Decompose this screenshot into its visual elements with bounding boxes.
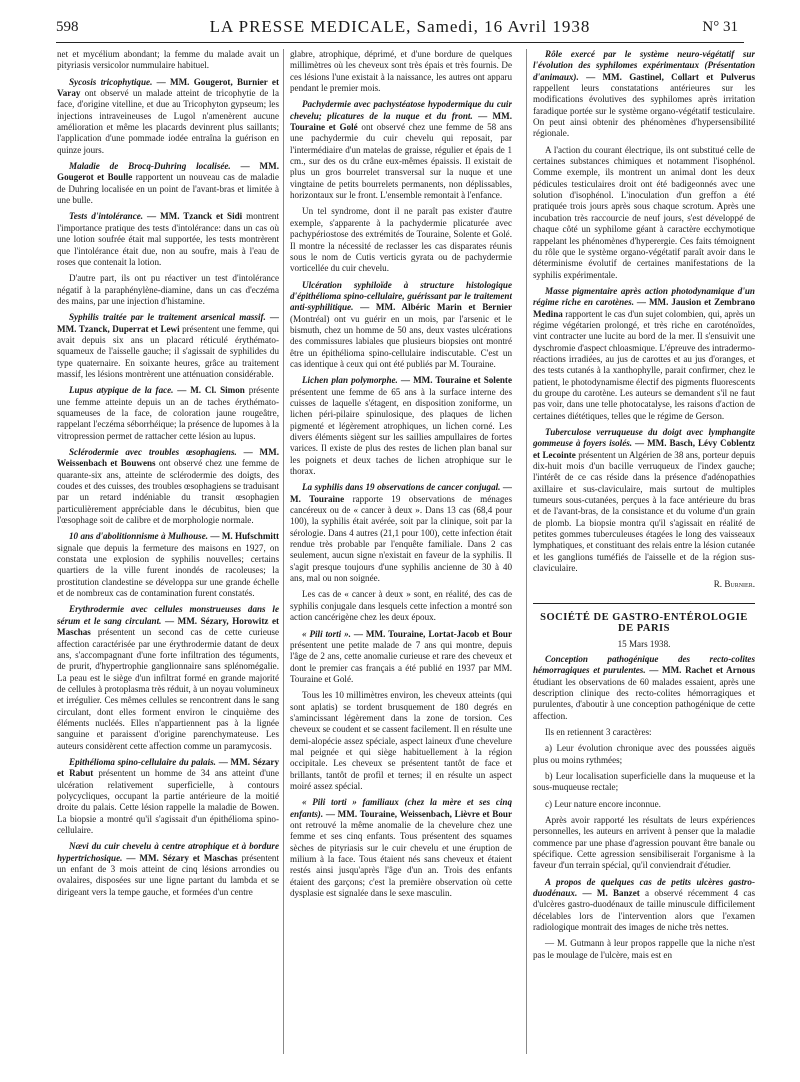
article-entry xyxy=(57,385,279,442)
article-text: rappellent leurs constatations antérieures sur les modifications évolutives des syphilomes après irritation faradique portée sur le système organo-végétatif testiculaire. On peut ainsi obtenir des phénomènes d'hypersensibilité régionale. xyxy=(533,83,755,139)
article-text: c) Leur nature encore inconnue. xyxy=(545,798,661,809)
article-entry xyxy=(57,312,279,380)
page-number: 598 xyxy=(56,19,79,35)
article-heading: Erythrodermie avec cellules monstrueuses dans le sérum et le sang circulant. xyxy=(57,604,279,626)
article-text: ont observé chez une femme de quarante-six ans, atteinte de sclérodermie des doigts, des coudes et des cuisses, des troubles œsophagiens se traduisant par un retard indéniable du transit œsophagien particulièrement appréciable dans le décubitus, bien que l'œsophage soit de calibre et de morphologie normale. xyxy=(57,458,279,526)
article-text: rapporte 19 observations de ménages cancéreux ou de « cancer à deux ». Dans 13 cas (68,4 pour 100), la syphilis était avérée, soit par la clinique, soit par la sérologie. Dans 4 autres (21,1 pour 100), cette infection était rendue très probable par l'enquête familiale. Dans 2 cas seulement, aucun signe n'existait en faveur de la syphilis. Il s'agit presque toujours d'une syphilis ancienne de 30 à 40 ans, mal ou non soignée. xyxy=(290,493,512,584)
article-text: Ils en retiennent 3 caractères: xyxy=(545,726,652,737)
article-entry xyxy=(290,49,512,94)
column-2 xyxy=(290,49,512,1059)
article-entry xyxy=(290,797,512,899)
article-heading: Maladie de Brocq-Duhring localisée. xyxy=(69,161,231,172)
article-text: étudiant les observations de 60 malades essaient, après une description clinique des recto-colites hémorragiques et purulentes, d'aboutir à une conception pathogénique de cette affection. xyxy=(533,676,755,721)
article-entry xyxy=(57,447,279,526)
page-header xyxy=(0,0,800,46)
article-entry xyxy=(290,206,512,274)
article-entry xyxy=(57,49,279,72)
article-authors: — MM. Touraine, Weissenbach, Lièvre et Bour xyxy=(325,808,512,819)
article-entry xyxy=(533,727,755,738)
article-authors: — MM. Tzanck et Sidi xyxy=(147,211,243,222)
article-authors: — MM. Gougerot, Burnier et Varay xyxy=(57,76,279,99)
article-entry xyxy=(533,654,755,722)
column-divider xyxy=(526,49,527,1054)
article-text: présentent un homme de 34 ans atteint d'une ulcération relativement superficielle, à contours polycycliques, occupant la partie antérieure de la moitié droite du palais. Cette lésion rappelle la maladie de Bowen. La biopsie a montré qu'il s'agissait d'un épithélioma spino-cellulaire. xyxy=(57,768,279,835)
article-entry xyxy=(290,482,512,584)
article-text: présentent une femme, qui avait depuis six ans un placard réticulé érythémato-squameux de l'aisselle gauche; il s'agissait de syphilides du type quaternaire. En soixante heures, grâce au traitement massif, les lésions montrèrent une atténuation considérable. xyxy=(57,323,279,379)
article-heading: 10 ans d'abolitionnisme à Mulhouse. xyxy=(69,531,209,542)
article-text: D'autre part, ils ont pu réactiver un test d'intolérance négatif à la paraphénylène-diamine, dans un cas d'eczéma des mains, par une injection d'histamine. xyxy=(57,273,279,306)
article-authors: — MM. Albéric Marin et Bernier xyxy=(360,302,512,313)
article-authors: — MM. Rachet et Arnous xyxy=(649,665,755,676)
article-authors: — M. Cl. Simon xyxy=(177,385,245,396)
section-title: SOCIÉTÉ DE GASTRO-ENTÉROLOGIE DE PARIS xyxy=(540,611,748,635)
article-text: Un tel syndrome, dont il ne paraît pas exister d'autre exemple, s'apparente à la pachydermie plicaturée avec pachypériostose des extrémités de Touraine, Solente et Golé. Il montre la nécessité de reclasser les cas disparates réunis sous le nom de Cutis verticis gyrata ou de pachydermie vorticellée du cuir chevelu. xyxy=(290,206,512,274)
article-authors: — MM. Weissenbach et Bouwens xyxy=(57,447,279,469)
article-authors: — MM. Basch, Lévy Coblentz et Lecointe xyxy=(533,438,755,460)
article-heading: Syphilis traitée par le traitement arsenical massif. xyxy=(69,312,266,323)
article-entry xyxy=(290,375,512,477)
article-text: Les cas de « cancer à deux » sont, en réalité, des cas de syphilis conjugale dans lesquels cette infection a montré son action cancérigène chez les deux époux. xyxy=(290,589,512,623)
article-heading: « Pili torti » familiaux (chez la mère et ses cinq enfants). xyxy=(290,797,512,819)
article-heading: Sycosis tricophytique. xyxy=(69,76,153,87)
article-authors: — M. Banzet xyxy=(582,888,640,899)
article-authors: — MM. Touraine, Lortat-Jacob et Bour xyxy=(353,628,512,639)
article-heading: A propos de quelques cas de petits ulcères gastro-duodénaux. xyxy=(533,876,755,899)
article-text: b) Leur localisation superficielle dans la muqueuse et la sous-muqueuse rectale; xyxy=(533,770,755,793)
article-entry xyxy=(57,531,279,599)
article-authors: — MM. Sézary, Horowitz et Maschas xyxy=(57,615,279,638)
article-text: montrent l'importance pratique des tests d'intolérance: dans un cas où une lotion soufrée était mal supportée, les tests montrèrent que l'intolérance était due, non au soufre, mais à l'eau de roses que contenait la lotion. xyxy=(57,211,279,267)
article-entry xyxy=(533,877,755,934)
column-3 xyxy=(533,49,755,1059)
article-heading: Tuberculose verruqueuse du doigt avec lymphangite gommeuse à foyers isolés. xyxy=(533,427,755,449)
article-text: rapportent le cas d'un sujet colombien, qui, après un régime végétarien prolongé, et très riche en caroténoïdes, vint contracter une lucite au bord de la mer. Il s'ensuivit une dyschromie d'aspect chloasmique. L'épreuve des intradermo-réactions irradiées, au jus de carottes et au jus d'oranges, et des tests cutanés à la xanthophylle, parait confirmer, chez le patient, le photodynamisme électif des pigments fluorescents du groupe du carotène. Les auteurs se demandent s'il ne faut pas voir, dans une telle photocatalyse, les raisons d'action de certaines diététiques, telles que le régime de Gerson. xyxy=(533,308,755,421)
header-rule xyxy=(56,42,744,43)
article-heading: Tests d'intolérance. xyxy=(69,211,144,222)
article-entry xyxy=(290,629,512,686)
article-entry xyxy=(533,771,755,794)
article-authors: — M. Hufschmitt xyxy=(210,531,279,542)
article-text: présentent une femme de 65 ans à la surface interne des cuisses de laquelle s'étagent, en disposition zoniforme, un lichen péri-pilaire spinulosique, des plaques de lichen pigmenté et légèrement atrophiques, un lichen corné. Les divers éléments siègent sur les saillies ampullaires de fortes varices. Il existe de plus des restes de lichen plan banal sur les poignets et deux taches de lichen atrophique sur le thorax. xyxy=(290,386,512,477)
article-text: présentent un enfant de 3 mois atteint de cinq lésions arrondies ou ovalaires, disposées sur une ligne partant du lambda et se dirigeant vers la tempe gauche, et formées d'un centre xyxy=(57,852,279,897)
section-date: 15 Mars 1938. xyxy=(617,638,671,649)
article-entry xyxy=(533,427,755,574)
article-heading: Nævi du cuir chevelu à centre atrophique et à bordure hypertrichosique. xyxy=(57,841,279,863)
article-heading: Sclérodermie avec troubles œsophagiens. xyxy=(69,447,237,457)
article-heading: Rôle exercé par le système neuro-végétatif sur l'évolution des syphilomes expérimentaux (Présentation d'animaux). xyxy=(533,49,755,82)
article-entry xyxy=(57,211,279,268)
issue-number: N° 31 xyxy=(702,19,738,35)
article-entry xyxy=(290,690,512,792)
article-authors: — MM. Gastinel, Collart et Pulverus xyxy=(586,71,755,82)
article-text: signale que depuis la fermeture des maisons en 1927, on constata une explosion de syphilis nouvelles; certains quartiers de la ville furent inondés de racoleuses; la prostitution clandestine se développa sur une grande échelle et de nombreux cas de contamination furent constatés. xyxy=(57,542,279,599)
article-text: Après avoir rapporté les résultats de leurs expériences personnelles, les auteurs en arrivent à penser que la maladie commence par une phase d'agression pouvant être banale ou spécifique. Cette agression sensibiliserait l'organisme à la faveur d'un terrain spécial, qu'il conviendrait d'étudier. xyxy=(533,814,755,871)
article-entry xyxy=(57,161,279,206)
article-authors: — MM. Sézary et Rabut xyxy=(57,756,279,779)
journal-title: LA PRESSE MEDICALE, Samedi, 16 Avril 1938 xyxy=(209,17,591,36)
article-text: présentent un Algérien de 38 ans, porteur depuis dix-huit mois d'un bacille verruqueux de l'index gauche; l'intérêt de ce cas réside dans la présence d'adénopathies axillaire et sus-claviculaire, mais surtout de multiples tumeurs sous-cutanées, perçues à la face antérieure du bras et de l'avant-bras, de la consistance et du volume d'un grain de plomb. La biopsie montra qu'il s'agissait en réalité de petites gommes tuberculeuses étagées le long des vaisseaux lymphatiques, et constituant des relais entre la lésion cutanée et les ganglions tuméfiés de l'aisselle et de la région sus-claviculaire. xyxy=(533,449,755,574)
article-text: rapportent un nouveau cas de maladie de Duhring localisée en un point de l'avant-bras et limitée à une bulle. xyxy=(57,172,279,206)
article-entry xyxy=(533,743,755,766)
article-entry xyxy=(290,589,512,623)
article-entry xyxy=(533,49,755,140)
article-authors: — MM. Tzanck, Duperrat et Lewi xyxy=(57,312,279,334)
article-authors: — MM. Jausion et Zembrano Medina xyxy=(533,297,755,319)
article-text: Tous les 10 millimètres environ, les cheveux atteints (qui sont aplatis) se tordent brusquement de 180 degrés en s'amincissant légèrement dans la zone de torsion. Ces cheveux se coudent et se cassent facilement. Il en résulte une demi-alopécie assez spéciale, aspect laineux d'une chevelure mal peignée et qui siège habituellement à la région occipitale. Les cheveux se présentent tantôt de face et brillants, tantôt de profil et ternes; il en résulte un aspect moiré assez spécial. xyxy=(290,690,512,791)
article-text: ont observé un malade atteint de tricophytie de la face, d'origine vitelline, et due au Tricophyton gypseum; les injections intraveineuses de Lugol n'amenèrent aucune amélioration et même les placards devinrent plus saillants; l'application d'une pommade iodée entraîna la guérison en quinze jours. xyxy=(57,88,279,155)
article-entry xyxy=(57,273,279,307)
article-heading: « Pili torti ». xyxy=(302,628,351,639)
article-text: (Montréal) ont vu guérir en un mois, par l'arsenic et le bismuth, chez un homme de 50 ans, deux vastes ulcérations des commissures labiales que plusieurs biopsies ont montré être un épithélioma spino-cellulaire indiscutable. C'est un cas identique à ceux qui ont été publiés par M. Touraine. xyxy=(290,313,512,369)
article-text: présentent un second cas de cette curieuse affection caractérisée par une érythrodermie datant de deux ans, s'accompagnant d'une forte infiltration des téguments, de prurit, d'hypertrophie ganglionnaire sans splénomégalie. La peau est le siège d'un infiltrat formé en grande majorité de cellules à protoplasma très réduit, à un noyau volumineux et irrégulier. Ces mêmes cellules se rencontrent dans le sang circulant, dont elles forment environ le cinquième des éléments nucléés. Elles n'appartiennent pas à la lignée sanguine et paraissent d'origine parenchymateuse. Les auteurs considèrent cette affection comme un paramycosis. xyxy=(57,627,279,751)
article-heading: Masse pigmentaire après action photodynamique d'un régime riche en carotènes. xyxy=(533,285,755,308)
article-text: A l'action du courant électrique, ils ont substitué celle de certaines substances chimiques et notamment l'isophénol. Comme exemple, ils montrent un animal dont les deux pédicules testiculaires droit ont été badigeonnés avec une solution d'isophénol. L'inoculation d'un greffon a été pratiquée trois jours après sous chaque scrotum. Après une incubation très raccourcie de neuf jours, s'est développé de chaque côté un syphilome géant à caractère ecchymotique rappelant les phénomènes d'hyperergie. Ces faits témoignent du rôle que le système organo-végétatif paraît avoir dans le déterminisme évolutif de certaines manifestations de la syphilis expérimentale. xyxy=(533,144,755,280)
article-authors: — MM. Touraine et Golé xyxy=(290,110,512,133)
article-heading: Lichen plan polymorphe. xyxy=(302,375,398,386)
article-authors: — MM. Gougerot et Boulle xyxy=(57,161,279,183)
article-text: présente une femme atteinte depuis un an de taches érythémato-squameuses de la face, de coloration jaune rougeâtre, rappelant l'eczéma séborrhéique; la présence de lupomes à la vitropression permet de rattacher cette lésion au lupus. xyxy=(57,385,279,441)
column-1 xyxy=(57,49,279,1059)
signature: R. Burnier. xyxy=(713,579,755,590)
article-entry xyxy=(57,77,279,156)
article-heading: Epithélioma spino-cellulaire du palais. xyxy=(69,756,216,767)
column-divider xyxy=(283,49,284,1054)
section-rule xyxy=(533,603,755,604)
article-heading: La syphilis dans 19 observations de cancer conjugal. xyxy=(302,482,501,493)
article-heading: Lupus atypique de la face. xyxy=(69,385,174,396)
article-authors: — MM. Touraine et Solente xyxy=(400,375,512,386)
article-text: glabre, atrophique, déprimé, et d'une bordure de quelques millimètres où les cheveux sont très épais et très fournis. De ces lésions l'une existait à la naissance, les autres ont apparu pendant le premier mois. xyxy=(290,49,512,94)
article-text: net et mycélium abondant; la femme du malade avait un pityriasis versicolor nummulaire habituel. xyxy=(57,49,279,71)
article-authors: — MM. Sézary et Maschas xyxy=(126,852,238,863)
article-entry xyxy=(533,799,755,810)
article-entry xyxy=(57,757,279,836)
article-entry xyxy=(57,604,279,751)
article-text: — M. Gutmann à leur propos rappelle que la niche n'est pas le moulage de l'ulcère, mais est en xyxy=(533,938,755,960)
article-text: a) Leur évolution chronique avec des poussées aiguës plus ou moins rythmées; xyxy=(533,743,755,765)
article-entry xyxy=(533,938,755,961)
article-heading: Ulcération syphiloïde à structure histologique d'épithélioma spino-cellulaire, guérissant par le traitement anti-syphilitique. xyxy=(290,279,512,313)
article-text: présentent une petite malade de 7 ans qui montre, depuis l'âge de 2 ans, cette anomalie curieuse et rare des cheveux et dont le premier cas français a été publié en 1937 par MM. Touraine et Golé. xyxy=(290,639,512,684)
article-entry xyxy=(533,815,755,872)
article-text: ont retrouvé la même anomalie de la chevelure chez une femme et ses cinq enfants. Tous présentent des squames sèches de pityriasis sur le cuir chevelu et une éruption de milium à la face. Tous étaient nés sans cheveux et étaient restés ainsi jusqu'après l'âge d'un an. Trois des enfants étaient des garçons; c'est la première observation où cette dysplasie est signalée dans le sexe masculin. xyxy=(290,820,512,899)
article-entry xyxy=(533,286,755,422)
article-authors: — M. Touraine xyxy=(290,482,512,504)
article-heading: Conception pathogénique des recto-colites hémorragiques et purulentes. xyxy=(533,653,755,676)
article-heading: Pachydermie avec pachystéatose hypodermique du cuir chevelu; plicatures de la nuque et du front. xyxy=(290,99,512,121)
article-entry xyxy=(290,280,512,371)
article-entry xyxy=(57,841,279,898)
article-text: ont observé chez une femme de 58 ans une pachydermie du cuir chevelu qui reposait, par l'intermédiaire d'un matelas de graisse, régulier et épais de 1 cm., sur des os du crâne eux-mêmes épaissis. Il existait de plus un gros bourrelet transversal sur la nuque et une vingtaine de petits bourrelets permanents, non déplissables, horizontaux sur le front. L'ensemble remontait à l'enfance. xyxy=(290,122,512,201)
article-entry xyxy=(290,99,512,201)
article-entry xyxy=(533,145,755,281)
article-text: a observé récemment 4 cas d'ulcères gastro-duodénaux de taille minuscule difficilement décelables lors de l'intervention alors que l'examen radiologique montrait des images de niche très nettes. xyxy=(533,888,755,933)
